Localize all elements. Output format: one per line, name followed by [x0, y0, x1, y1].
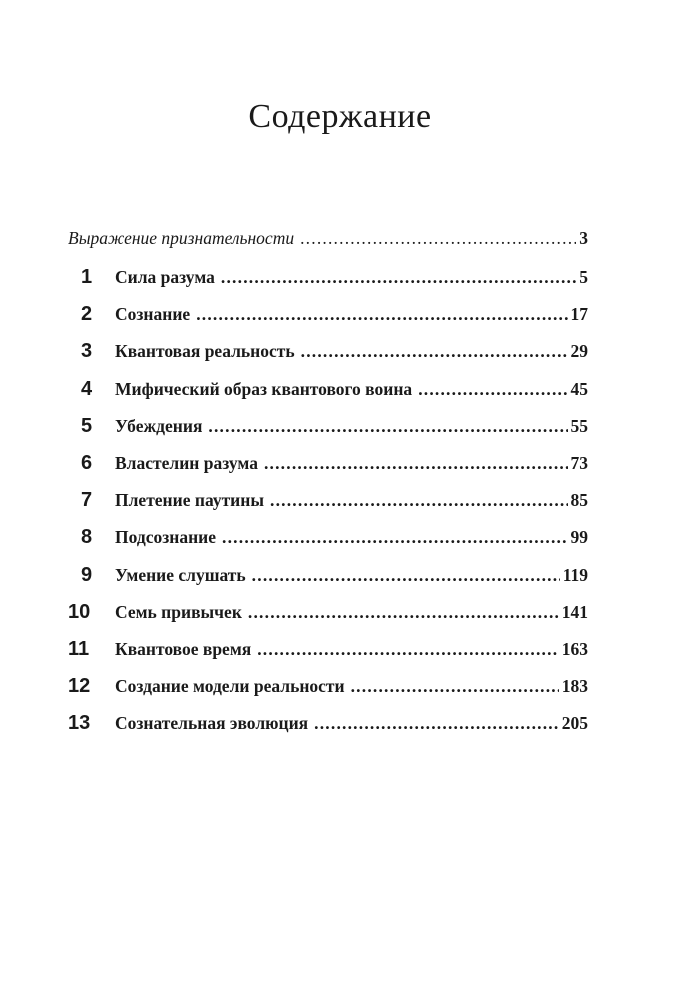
chapter-title: Убеждения — [115, 415, 203, 436]
chapter-number: 1 — [81, 266, 93, 288]
chapter-title: Создание модели реальности — [115, 676, 345, 697]
chapter-number: 4 — [81, 377, 93, 400]
chapter-number: 5 — [81, 414, 93, 437]
chapter-title: Плетение паутины — [115, 490, 264, 511]
page-title: Содержание — [248, 98, 432, 135]
dot-leader — [418, 379, 567, 400]
dot-leader — [351, 676, 559, 697]
dot-leader — [264, 453, 568, 474]
toc-entry-title: Выражение признательности — [68, 228, 295, 248]
chapter-title: Сознание — [115, 304, 191, 325]
toc-entry-chapter-1[interactable] — [68, 266, 588, 303]
dot-leader — [314, 713, 559, 734]
chapter-title: Мифический образ квантового воина — [115, 378, 413, 399]
chapter-title: Квантовое время — [115, 638, 252, 659]
chapter-page: 5 — [579, 267, 588, 287]
chapter-page: 17 — [570, 304, 588, 325]
chapter-number: 3 — [81, 340, 93, 363]
dot-leader — [270, 490, 568, 511]
chapter-title: Сознательная эволюция — [115, 713, 309, 734]
toc-entry-chapter-11[interactable] — [68, 638, 588, 675]
toc-entry-acknowledgements[interactable] — [68, 228, 588, 266]
dot-leader — [252, 565, 560, 586]
chapter-page: 183 — [561, 676, 588, 697]
toc-entry-chapter-2[interactable] — [68, 303, 588, 340]
dot-leader — [300, 228, 576, 249]
dot-leader — [301, 341, 568, 362]
chapter-page: 119 — [562, 564, 588, 585]
chapter-page: 55 — [570, 415, 588, 436]
dot-leader — [221, 267, 576, 288]
chapter-number: 12 — [68, 675, 91, 698]
dot-leader — [208, 416, 567, 437]
chapter-number: 7 — [81, 489, 93, 512]
chapter-page: 163 — [561, 638, 588, 659]
chapter-title: Сила разума — [115, 267, 215, 287]
table-of-contents — [68, 228, 588, 749]
chapter-number: 8 — [81, 526, 93, 549]
chapter-number: 11 — [68, 637, 90, 660]
toc-entry-chapter-9[interactable] — [68, 564, 588, 601]
chapter-title: Квантовая реальность — [115, 341, 295, 362]
toc-entry-chapter-8[interactable] — [68, 526, 588, 563]
toc-entry-page: 3 — [579, 228, 588, 248]
chapter-title: Семь привычек — [115, 601, 242, 622]
chapter-page: 73 — [570, 452, 588, 473]
chapter-page: 85 — [570, 490, 588, 511]
chapter-page: 205 — [561, 713, 588, 734]
chapter-number: 6 — [81, 451, 93, 474]
chapter-title: Властелин разума — [115, 452, 258, 473]
toc-entry-chapter-3[interactable] — [68, 340, 588, 377]
chapter-title: Подсознание — [115, 527, 217, 548]
dot-leader — [196, 304, 567, 325]
chapter-number: 2 — [81, 303, 93, 326]
chapter-page: 45 — [570, 378, 588, 399]
chapter-page: 141 — [561, 601, 588, 622]
toc-entry-chapter-10[interactable] — [68, 601, 588, 638]
toc-entry-chapter-4[interactable] — [68, 378, 588, 415]
chapter-title: Умение слушать — [115, 564, 246, 585]
dot-leader — [248, 602, 559, 623]
chapter-page: 29 — [570, 341, 588, 362]
chapter-number: 13 — [68, 712, 91, 735]
chapter-number: 10 — [68, 600, 91, 623]
chapter-page: 99 — [570, 527, 588, 548]
dot-leader — [222, 527, 567, 548]
chapter-number: 9 — [81, 563, 93, 586]
toc-entry-chapter-5[interactable] — [68, 415, 588, 452]
toc-entry-chapter-6[interactable] — [68, 452, 588, 489]
toc-entry-chapter-12[interactable] — [68, 675, 588, 712]
dot-leader — [257, 639, 559, 660]
toc-entry-chapter-7[interactable] — [68, 489, 588, 526]
toc-entry-chapter-13[interactable] — [68, 712, 588, 749]
